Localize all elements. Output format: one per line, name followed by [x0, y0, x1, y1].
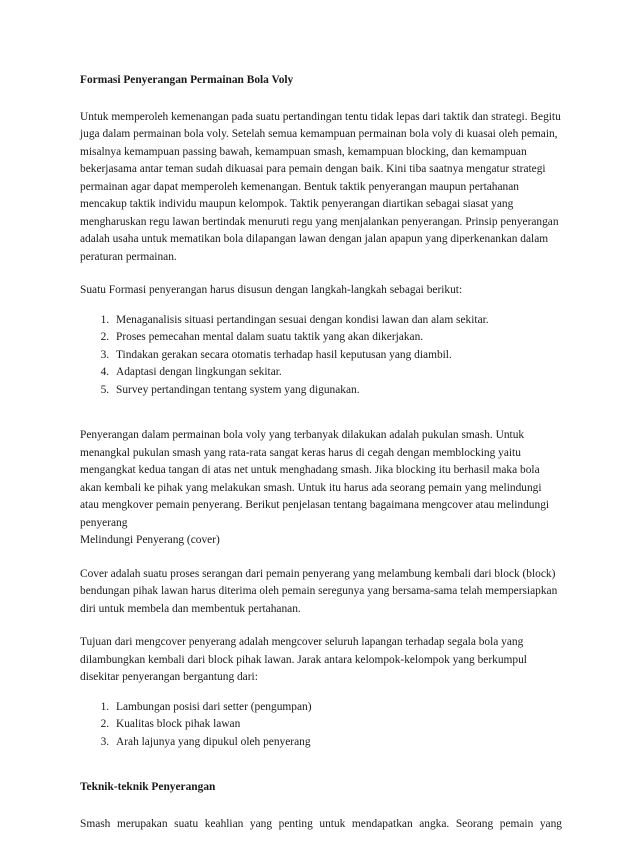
techniques-paragraph: Smash merupakan suatu keahlian yang penting untuk mendapatkan angka. Seorang pemain yang — [80, 817, 562, 830]
list-item: 1. Lambungan posisi dari setter (pengumpan) — [112, 699, 562, 717]
cover-paragraph: Cover adalah suatu proses serangan dari pemain penyerang yang melambung kembali dari block (block) bendungan pihak lawan harus diterima oleh pemain seregunya yang bersama-sama telah mempersiapkan diri untuk membela dan membentuk pertahanan. — [80, 567, 558, 615]
cover-heading: Melindungi Penyerang (cover) — [80, 534, 220, 546]
list-item: 1. Menaganalisis situasi pertandingan sesuai dengan kondisi lawan dan alam sekitar. — [112, 312, 562, 330]
intro-paragraph: Untuk memperoleh kemenangan pada suatu pertandingan tentu tidak lepas dari taktik dan strategi. Begitu juga dalam permainan bola voly. Setelah semua kemampuan permainan bola voly di kuasai oleh pemain, misalnya kemampuan passing bawah, kemampuan smash, kemampuan blocking, dan kemampuan bekerjasama antar teman sudah dikuasai para pemain dengan baik. Kini tiba saatnya mengatur strategi permainan agar dapat memperoleh kemenangan. Bentuk taktik penyerangan maupun pertahanan mencakup taktik individu maupun kelompok. Taktik penyerangan diartikan sebagai siasat yang mengharuskan regu lawan bertindak menuruti regu yang menjalankan penyerangan. Prinsip penyerangan adalah usaha untuk mematikan bola dilapangan lawan dengan jalan apapun yang diperkenankan dalam peraturan permainan. — [80, 110, 561, 263]
spacer — [80, 765, 562, 779]
list-item: 4. Adaptasi dengan lingkungan sekitar. — [112, 364, 562, 382]
document-page — [80, 72, 562, 849]
document-title: Formasi Penyerangan Permainan Bola Voly — [80, 74, 294, 86]
list-item: 2. Proses pemecahan mental dalam suatu taktik yang akan dikerjakan. — [112, 329, 562, 347]
purpose-paragraph: Tujuan dari mengcover penyerang adalah mengcover seluruh lapangan terhadap segala bola yang dilambungkan kembali dari block pihak lawan. Jarak antara kelompok-kelompok yang berkumpul disekitar penyerangan bergantung dari: — [80, 636, 527, 683]
list-item: 5. Survey pertandingan tentang system yang digunakan. — [112, 382, 562, 400]
list-item: 3. Tindakan gerakan secara otomatis terhadap hasil keputusan yang diambil. — [112, 347, 562, 365]
list-item: 3. Arah lajunya yang dipukul oleh penyerang — [112, 734, 562, 752]
steps-list — [80, 312, 562, 400]
steps-intro: Suatu Formasi penyerangan harus disusun dengan langkah-langkah sebagai berikut: — [80, 284, 463, 296]
list-item: 2. Kualitas block pihak lawan — [112, 716, 562, 734]
factors-list — [80, 699, 562, 752]
smash-paragraph: Penyerangan dalam permainan bola voly yang terbanyak dilakukan adalah pukulan smash. Untuk menangkal pukulan smash yang rata-rata sangat keras harus di cegah dengan memblocking yaitu mengangkat kedua tangan di atas net untuk menghadang smash. Jika blocking itu berhasil maka bola akan kembali ke pihak yang melakukan smash. Untuk itu harus ada seorang pemain yang melindungi atau mengkover pemain penyerang. Berikut penjelasan tentang bagaimana mengcover atau melindungi penyerang — [80, 429, 550, 529]
spacer — [80, 413, 562, 427]
techniques-heading: Teknik-teknik Penyerangan — [80, 781, 216, 793]
